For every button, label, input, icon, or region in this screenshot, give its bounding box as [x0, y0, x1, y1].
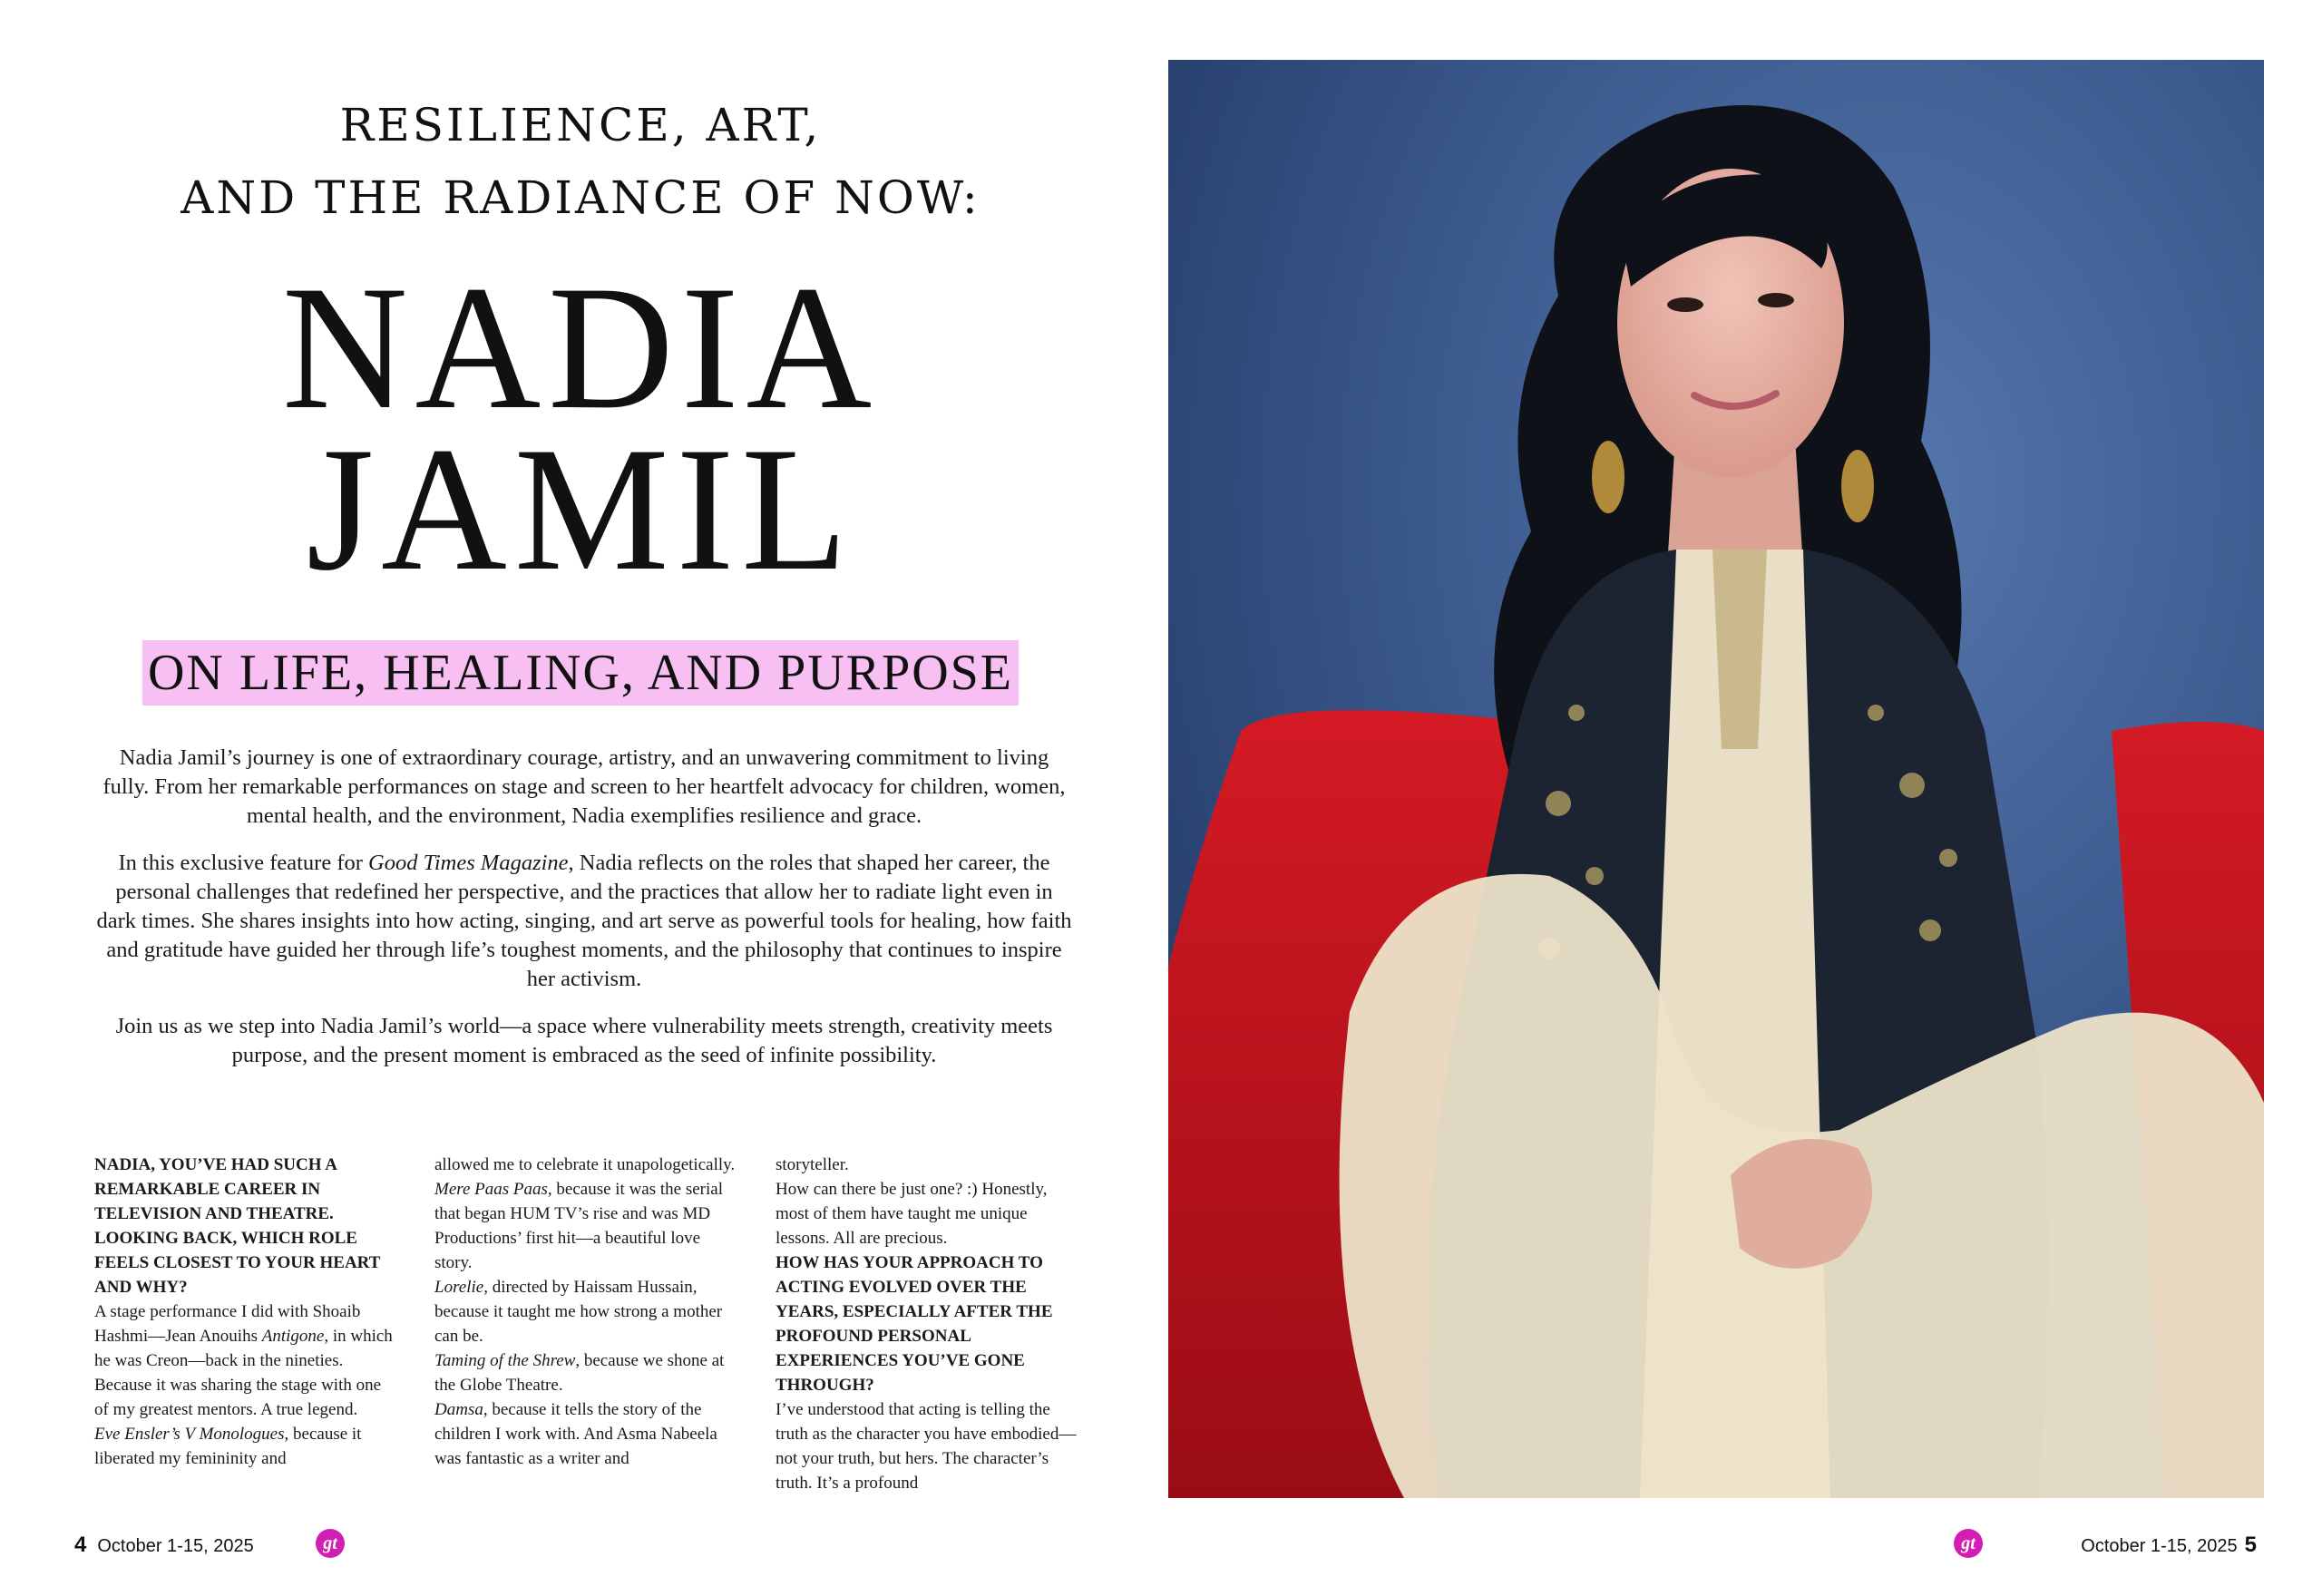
- kicker-line-2: AND THE RADIANCE OF NOW:: [180, 171, 981, 224]
- earring-right: [1841, 450, 1874, 522]
- intro-paragraph-1: Nadia Jamil’s journey is one of extraordinary courage, artistry, and an unwavering commitment to living fully. From her remarkable performances on stage and screen to her heartfelt advocacy for children, women, mental health, and the environment, Nadia exemplifies resilience and grace.: [102, 745, 1066, 828]
- title-taming-of-the-shrew: Taming of the Shrew: [434, 1351, 576, 1370]
- name-line-2: JAMIL: [306, 411, 855, 608]
- intro-paragraph-2: [94, 849, 1074, 994]
- column-1: [94, 1153, 398, 1471]
- role-text-1: , because it was the serial that began HUM TV’s rise and was MD Productions’ first hit—a beautiful love story.: [434, 1180, 723, 1272]
- answer-1b: [94, 1422, 398, 1471]
- answer-1: [94, 1299, 398, 1422]
- role-lorelie: [434, 1275, 738, 1348]
- eye-left: [1667, 297, 1703, 312]
- article-subtitle: ON LIFE, HEALING, AND PURPOSE: [142, 640, 1019, 706]
- title-damsa: Damsa: [434, 1400, 483, 1419]
- title-mere-paas-paas: Mere Paas Paas: [434, 1180, 548, 1199]
- article-kicker: [0, 89, 1161, 234]
- intro-paragraph-3: Join us as we step into Nadia Jamil’s world—a space where vulnerability meets strength, creativity meets purpose, and the present moment is embraced as the seed of infinite possibility.: [115, 1014, 1053, 1067]
- answer-1b-rest: , because it liberated my femininity and: [94, 1425, 362, 1468]
- article-title-name: [12, 249, 1149, 608]
- neckline: [1712, 550, 1767, 749]
- earring-left: [1592, 441, 1624, 513]
- name-line-1: NADIA: [281, 249, 880, 446]
- col2-continuation: allowed me to celebrate it unapologetically.: [434, 1155, 736, 1174]
- role-taming-of-the-shrew: [434, 1348, 738, 1397]
- page-number-right: 5: [2244, 1533, 2257, 1557]
- portrait-photo: [1168, 60, 2264, 1498]
- question-2: HOW HAS YOUR APPROACH TO ACTING EVOLVED OVER THE YEARS, ESPECIALLY AFTER THE PROFOUND PERSONAL EXPERIENCES YOU’VE GONE THROUGH?: [776, 1253, 1053, 1395]
- eye-right: [1758, 293, 1794, 307]
- magazine-logo-icon-right: gt: [1954, 1529, 1983, 1558]
- role-text-3: , because we shone at the Globe Theatre.: [434, 1351, 725, 1395]
- question-1: NADIA, YOU’VE HAD SUCH A REMARKABLE CAREER IN TELEVISION AND THEATRE. LOOKING BACK, WHICH ROLE FEELS CLOSEST TO YOUR HEART AND WHY?: [94, 1155, 381, 1297]
- column-3: [776, 1153, 1079, 1495]
- issue-date-right: October 1-15, 2025: [2081, 1536, 2238, 1556]
- magazine-name: Good Times Magazine: [368, 851, 569, 875]
- article-intro: [94, 744, 1074, 1088]
- role-text-4: , because it tells the story of the children I work with. And Asma Nabeela was fantastic as a writer and: [434, 1400, 717, 1468]
- footer-left: [74, 1533, 254, 1558]
- answer-1-rest: , in which he was Creon—back in the nineties. Because it was sharing the stage with one of my greatest mentors. A true legend.: [94, 1327, 393, 1419]
- col3-continuation: storyteller.: [776, 1155, 849, 1174]
- intro-p2-start: In this exclusive feature for: [118, 851, 369, 875]
- role-mere-paas-paas: [434, 1177, 738, 1275]
- footer-right: [2081, 1533, 2257, 1558]
- intro-p2-rest: , Nadia reflects on the roles that shaped her career, the personal challenges that redefined her perspective, and the practices that allow her to radiate light even in dark times. She shares insights into how acting, singing, and art serve as powerful tools for healing, how faith and gratitude have guided her through life’s toughest moments, and the philosophy that continues to inspire her activism.: [96, 851, 1072, 991]
- magazine-logo-icon: gt: [316, 1529, 345, 1558]
- play-title-antigone: Antigone: [261, 1327, 325, 1346]
- portrait-illustration: [1168, 60, 2264, 1498]
- title-lorelie: Lorelie: [434, 1278, 484, 1297]
- page-number-left: 4: [74, 1533, 87, 1557]
- answer-2: I’ve understood that acting is telling the truth as the character you have embodied—not your truth, but hers. The character’s truth. It’s a profound: [776, 1400, 1077, 1493]
- role-text-2: , directed by Haissam Hussain, because it taught me how strong a mother can be.: [434, 1278, 723, 1346]
- kicker-line-1: RESILIENCE, ART,: [339, 99, 822, 151]
- answer-1-close: How can there be just one? :) Honestly, most of them have taught me unique lessons. All are precious.: [776, 1180, 1048, 1248]
- column-2: [434, 1153, 738, 1471]
- issue-date-left: October 1-15, 2025: [97, 1536, 254, 1556]
- answer-1-text: A stage performance I did with Shoaib Hashmi—Jean Anouihs: [94, 1302, 361, 1346]
- subtitle-container: [0, 640, 1161, 706]
- role-damsa: [434, 1397, 738, 1471]
- play-title-v-monologues: Eve Ensler’s V Monologues: [94, 1425, 285, 1444]
